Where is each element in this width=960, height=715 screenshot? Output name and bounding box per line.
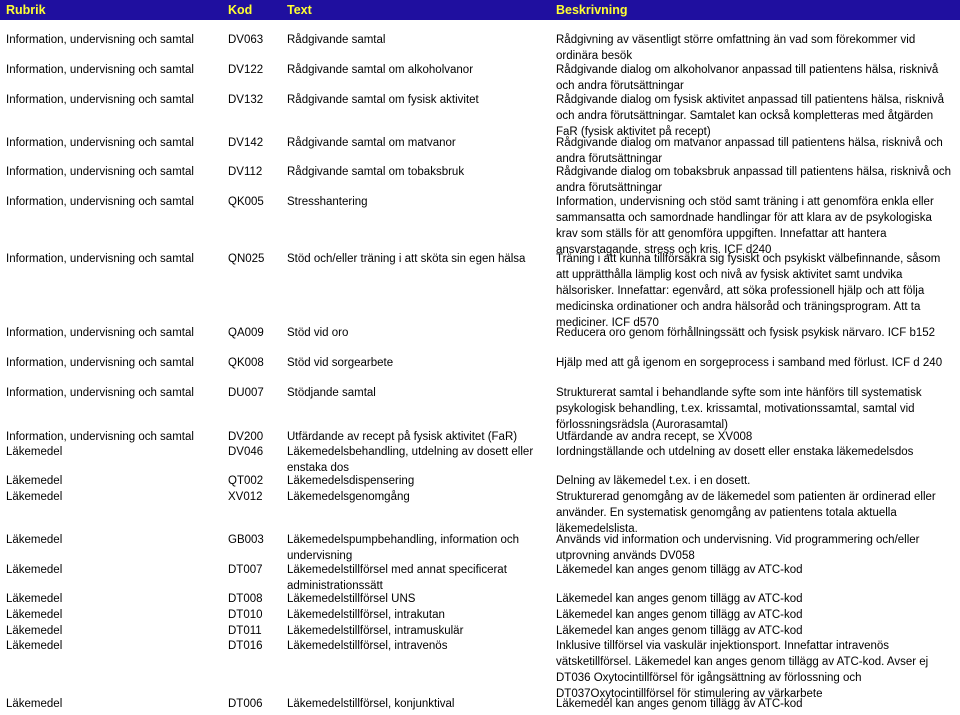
cell-text: Rådgivande samtal om alkoholvanor [287,64,474,76]
cell-beskrivning: Läkemedel kan anges genom tillägg av ATC-kod [556,564,803,576]
cell-kod: QK005 [228,196,264,208]
cell-rubrik: Information, undervisning och samtal [6,357,194,369]
cell-kod: XV012 [228,491,263,503]
header-beskrivning: Beskrivning [556,3,628,17]
cell-text: Rådgivande samtal om tobaksbruk [287,166,465,178]
cell-kod: QN025 [228,253,265,265]
cell-text: Läkemedelstillförsel, konjunktival [287,698,455,710]
cell-beskrivning: Rådgivande dialog om alkoholvanor anpassad till patientens hälsa, risknivå och andra förutsättningar [556,64,939,92]
table-header [0,0,960,20]
cell-kod: DT011 [228,625,262,637]
header-text: Text [287,3,312,17]
header-rubrik: Rubrik [6,3,46,17]
cell-rubrik: Läkemedel [6,534,63,546]
cell-text: Stöd vid oro [287,327,349,339]
cell-beskrivning: Används vid information och undervisning. Vid programmering och/eller utprovning används DV058 [556,534,920,562]
cell-text: Läkemedelstillförsel, intravenös [287,640,448,652]
cell-beskrivning: Utfärdande av andra recept, se XV008 [556,431,753,443]
cell-beskrivning: Läkemedel kan anges genom tillägg av ATC-kod [556,593,803,605]
cell-beskrivning: Träning i att kunna tillförsäkra sig fysiskt och psykiskt välbefinnande, såsom att upprätthålla lämplig kost och nivå av fysisk aktivitet samt undvika hälsorisker. Innefattar: egenvård, att söka professionell hjälp och att följa medicinska ordinationer och andra hälsoråd och träningsprogram. Att ta mediciner. ICF d570 [556,253,941,329]
cell-text: Stresshantering [287,196,368,208]
cell-kod: DV122 [228,64,264,76]
cell-text: Läkemedelstillförsel UNS [287,593,416,605]
cell-beskrivning: Läkemedel kan anges genom tillägg av ATC-kod [556,698,803,710]
cell-kod: QT002 [228,475,264,487]
cell-text: Stöd och/eller träning i att sköta sin egen hälsa [287,253,526,265]
cell-beskrivning: Strukturerat samtal i behandlande syfte som inte hänförs till systematisk psykologisk behandling, t.ex. krissamtal, motivationssamtal, samtal vid förlossningsrädsla (Aurorasamtal) [556,387,922,431]
cell-rubrik: Läkemedel [6,698,63,710]
cell-beskrivning: Läkemedel kan anges genom tillägg av ATC-kod [556,609,803,621]
cell-kod: DT010 [228,609,263,621]
cell-beskrivning: Iordningställande och utdelning av dosett eller enstaka läkemedelsdos [556,446,914,458]
cell-rubrik: Information, undervisning och samtal [6,137,194,149]
cell-text: Rådgivande samtal [287,34,386,46]
cell-rubrik: Läkemedel [6,609,63,621]
cell-kod: DT016 [228,640,263,652]
cell-beskrivning: Rådgivning av väsentligt större omfattning än vad som förekommer vid ordinära besök [556,34,916,62]
cell-beskrivning: Hjälp med att gå igenom en sorgeprocess i samband med förlust. ICF d 240 [556,357,943,369]
cell-kod: DV112 [228,166,263,178]
cell-kod: DU007 [228,387,264,399]
cell-rubrik: Information, undervisning och samtal [6,196,194,208]
cell-rubrik: Information, undervisning och samtal [6,327,194,339]
cell-rubrik: Information, undervisning och samtal [6,431,194,443]
cell-beskrivning: Rådgivande dialog om matvanor anpassad till patientens hälsa, risknivå och andra förutsättningar [556,137,943,165]
cell-kod: DT007 [228,564,263,576]
cell-beskrivning: Reducera oro genom förhållningssätt och fysisk psykisk närvaro. ICF b152 [556,327,936,339]
cell-beskrivning: Läkemedel kan anges genom tillägg av ATC-kod [556,625,803,637]
cell-kod: DT008 [228,593,263,605]
cell-beskrivning: Rådgivande dialog om tobaksbruk anpassad till patientens hälsa, risknivå och andra förutsättningar [556,166,952,194]
cell-text: Stödjande samtal [287,387,376,399]
cell-beskrivning: Delning av läkemedel t.ex. i en dosett. [556,475,751,487]
cell-kod: DV063 [228,34,264,46]
cell-beskrivning: Strukturerad genomgång av de läkemedel som patienten är ordinerad eller använder. En systematisk genomgång av patientens totala aktuella läkemedelslista. [556,491,936,535]
cell-text: Läkemedelstillförsel, intramuskulär [287,625,464,637]
cell-kod: DT006 [228,698,263,710]
cell-text: Läkemedelspumpbehandling, information och undervisning [287,534,520,562]
header-kod: Kod [228,3,253,17]
cell-rubrik: Läkemedel [6,446,63,458]
cell-rubrik: Information, undervisning och samtal [6,166,194,178]
cell-rubrik: Läkemedel [6,593,63,605]
cell-text: Läkemedelsgenomgång [287,491,410,503]
cell-kod: GB003 [228,534,264,546]
cell-kod: DV046 [228,446,264,458]
cell-rubrik: Information, undervisning och samtal [6,387,194,399]
cell-rubrik: Information, undervisning och samtal [6,64,194,76]
cell-rubrik: Läkemedel [6,564,63,576]
cell-text: Rådgivande samtal om fysisk aktivitet [287,94,479,106]
cell-rubrik: Information, undervisning och samtal [6,94,194,106]
cell-text: Läkemedelsdispensering [287,475,415,487]
cell-text: Läkemedelsbehandling, utdelning av dosett eller enstaka dos [287,446,534,474]
cell-beskrivning: Inklusive tillförsel via vaskulär injektionsport. Innefattar intravenös vätsketillförsel. Läkemedel kan anges genom tillägg av ATC-kod. Avser ej DT036 Oxytocintillförsel för igångsättning av förlossning och DT037Oxytocintillförsel för stimulering av värkarbete [556,640,929,700]
cell-kod: DV200 [228,431,264,443]
cell-rubrik: Läkemedel [6,475,63,487]
cell-kod: QK008 [228,357,264,369]
cell-rubrik: Läkemedel [6,491,63,503]
cell-text: Stöd vid sorgearbete [287,357,394,369]
cell-kod: QA009 [228,327,264,339]
cell-kod: DV132 [228,94,264,106]
cell-text: Läkemedelstillförsel, intrakutan [287,609,445,621]
cell-beskrivning: Rådgivande dialog om fysisk aktivitet anpassad till patientens hälsa, risknivå och andra förutsättningar. Samtalet kan också kompletteras med åtgärden FaR (fysisk aktivitet på recept) [556,94,945,138]
cell-text: Utfärdande av recept på fysisk aktivitet (FaR) [287,431,518,443]
cell-rubrik: Läkemedel [6,640,63,652]
cell-rubrik: Information, undervisning och samtal [6,253,194,265]
cell-kod: DV142 [228,137,264,149]
cell-rubrik: Information, undervisning och samtal [6,34,194,46]
cell-text: Rådgivande samtal om matvanor [287,137,456,149]
cell-text: Läkemedelstillförsel med annat specificerat administrationssätt [287,564,507,592]
cell-beskrivning: Information, undervisning och stöd samt träning i att genomföra enkla eller sammansatta och samordnade handlingar för att klara av de psykologiska krav som ställs för att genomföra uppgiften. Innefattar att hantera ansvarstagande, stress och kris. ICF d240 [556,196,934,256]
cell-rubrik: Läkemedel [6,625,63,637]
